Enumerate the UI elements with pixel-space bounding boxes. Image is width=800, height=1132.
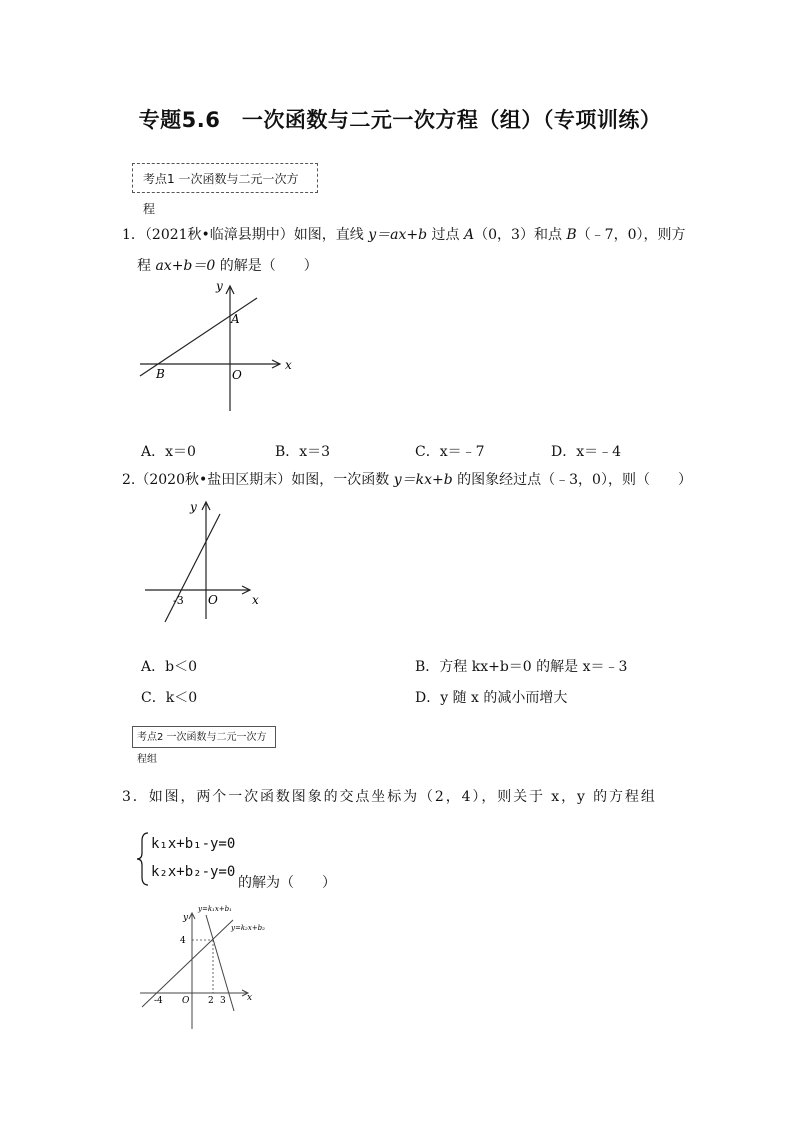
x-axis-label: x [247,993,253,1003]
question-3-tail: 的解为（ ） [238,875,336,891]
question-1-graph [130,278,310,418]
point-b-label: B [156,367,165,381]
question-3-graph [136,903,266,1033]
system-equation-1: k₁x+b₁-y=0 [151,836,236,852]
three-label: 3 [220,996,226,1006]
q1-option-c[interactable]: C．x＝﹣7 [415,444,485,460]
question-3-text: 3．如图，两个一次函数图象的交点坐标为（2，4），则关于 x，y 的方程组 [122,789,657,805]
y-axis-label: y [183,913,189,923]
question-2-graph [140,494,280,624]
x-axis-label: x [252,593,259,607]
line-1-label: y=k₁x+b₁ [198,905,232,913]
y-axis-label: y [216,279,223,293]
line-2-label: y=k₂x+b₂ [231,924,265,932]
origin-label: O [232,368,242,382]
q2-option-c[interactable]: C．k＜0 [141,690,198,706]
origin-label: O [208,593,218,607]
q2-option-a[interactable]: A．b＜0 [141,659,197,675]
q2-option-b[interactable]: B．方程 kx+b＝0 的解是 x＝﹣3 [415,659,628,675]
section-label-2: 考点2 一次函数与二元一次方程组 [132,726,276,748]
question-1-line-1: 1．（2021秋•临漳县期中）如图，直线 y＝ax+b 过点 A（0，3）和点 B（﹣7，0），则方 [122,227,686,243]
system-equation-2: k₂x+b₂-y=0 [151,864,236,880]
two-label: 2 [208,996,214,1006]
system-brace [136,831,150,887]
x-axis-label: x [285,358,292,372]
neg4-label: -4 [154,996,163,1006]
question-1-line-2: 程 ax+b＝0 的解是（ ） [137,258,318,274]
q2-option-d[interactable]: D．y 随 x 的减小而增大 [415,690,568,706]
neg3-label: -3 [173,594,184,607]
line-1 [142,920,233,1007]
point-a-label: A [231,312,240,326]
q1-option-b[interactable]: B．x＝3 [275,444,331,460]
q1-option-d[interactable]: D．x＝﹣4 [551,444,622,460]
question-2-text: 2.（2020秋•盐田区期末）如图，一次函数 y＝kx+b 的图象经过点（﹣3，0），则（ ） [122,472,692,488]
q1-option-a[interactable]: A．x＝0 [141,444,196,460]
section-label-1: 考点1 一次函数与二元一次方程 [132,163,318,193]
page-title: 专题5.6 一次函数与二元一次方程（组）（专项训练） [138,108,662,132]
origin-label: O [182,996,190,1006]
y-axis-label: y [190,500,197,514]
four-label: 4 [180,936,186,946]
